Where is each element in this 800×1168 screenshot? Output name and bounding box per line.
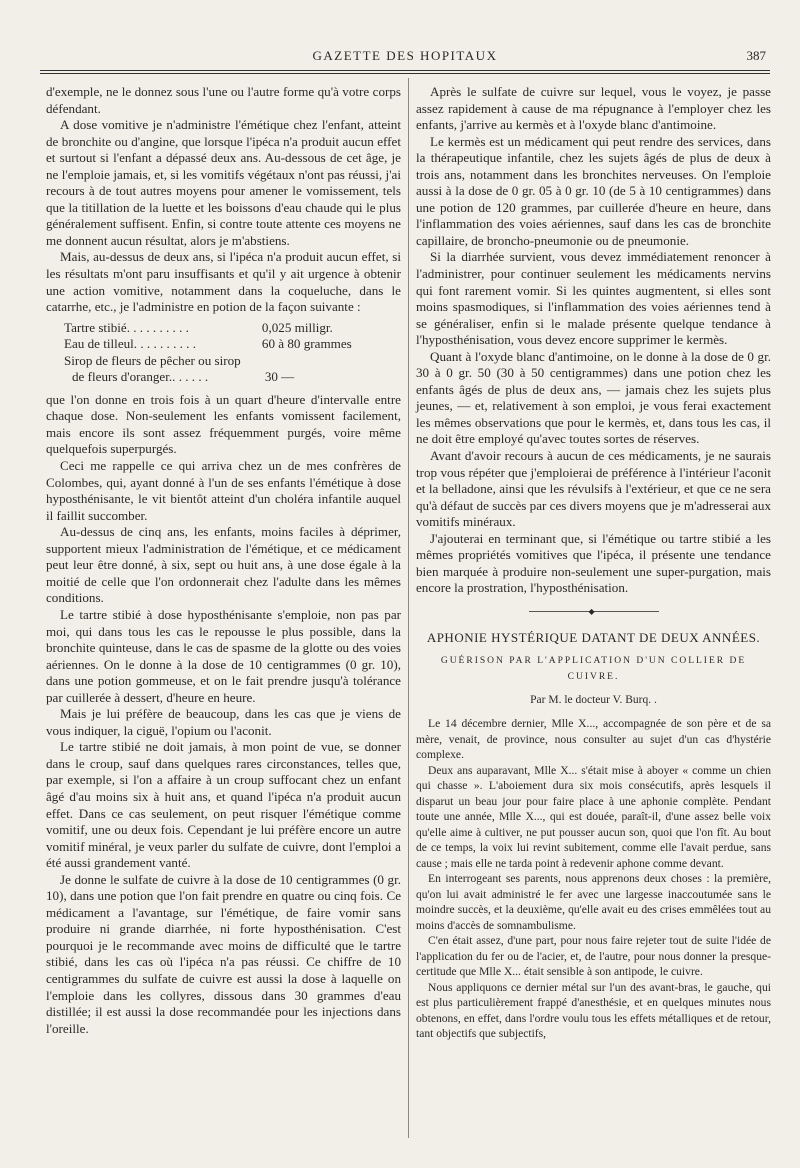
paragraph: A dose vomitive je n'administre l'émétique chez l'enfant, atteint de bronchite ou d'angine, que lorsque l'ipéca n'a produit aucun effet et surtout si l'enfant a dépassé deux ans. Au-dessous de cet âge, je ne l'emploie jamais, et, si les vomitifs végétaux n'ont pas réussi, j'ai recours à de tout autres moyens pour amener le vomissement, tels que la titillation de la luette et les boissons d'eau chaude qui le plus généralement suffisent. Enfin, si contre toute attente ces moyens ne me donnent aucun résultat, alors je m'abstiens.: [46, 117, 401, 248]
paragraph: En interrogeant ses parents, nous apprenons deux choses : la première, qu'on lui avait administré le fer avec une largesse inaccoutumée sans le moindre succès, et la deuxième, qu'elle avait eu des crises emmêlées tout au moins d'accès de somnambulisme.: [416, 872, 771, 932]
paragraph: Le 14 décembre dernier, Mlle X..., accompagnée de son père et de sa mère, venait, de province, nous consulter au sujet d'un cas d'hystérie complexe.: [416, 717, 771, 762]
header-rule: [40, 70, 770, 71]
paragraph: Quant à l'oxyde blanc d'antimoine, on le donne à la dose de 0 gr. 30 à 0 gr. 50 (30 à 50 centigrammes) dans une potion chez les enfants âgés de plus de deux ans, — jamais chez les sujets plus jeunes, — et, relativement à son emploi, je vous ferai exactement les mêmes observations que pour le kermès, et, dans tous les cas, il ne doit être employé qu'avec toutes sortes de réserves.: [416, 348, 771, 447]
prescription-line: [64, 369, 401, 386]
column-divider: [408, 78, 409, 1138]
page-header: [40, 44, 770, 70]
journal-title: GAZETTE DES HOPITAUX: [312, 48, 498, 63]
prescription: [64, 320, 401, 386]
article-subtitle: GUÉRISON PAR L'APPLICATION D'UN COLLIER DE CUIVRE.: [440, 655, 747, 683]
prescription-line: [64, 353, 401, 370]
section-separator: [529, 611, 659, 612]
paragraph: d'exemple, ne le donnez sous l'une ou l'autre forme qu'à votre corps défendant.: [46, 84, 401, 116]
paragraph: Le tartre stibié à dose hyposthénisante s'emploie, non pas par moi, qui dans tous les cas le repousse le plus possible, dans la bronchite quinteuse, dans le cas de spasme de la glotte ou des voies aériennes. On le donne à la dose de 10 centigrammes (0 gr. 10), dans une potion gommeuse, et on le fait prendre jusqu'à tolérance par cuillerée à dessert, d'heure en heure.: [46, 606, 401, 705]
ingredient: Sirop de fleurs de pêcher ou sirop: [64, 352, 241, 368]
paragraph: que l'on donne en trois fois à un quart d'heure d'intervalle entre chaque dose. Non-seulement les enfants vomissent facilement, mais encore ils sont assez fréquemment purgés, voire même quelquefois superpurgés.: [46, 391, 401, 457]
prescription-line: [64, 320, 401, 337]
left-column: [46, 84, 401, 1037]
paragraph: Si la diarrhée survient, vous devez immédiatement renoncer à l'administrer, pour continuer seulement les médicaments nervins qui font rarement vomir. Si les quintes augmentent, si elles sont moins spasmodiques, si l'inflammation des voies aériennes tend à se généraliser, enfin si le malade présente quelque tendance à l'hyposthénisation, vous devez encore supprimer le kermès.: [416, 249, 771, 348]
paragraph: Mais je lui préfère de beaucoup, dans les cas que je viens de vous indiquer, la ciguë, l'opium ou l'aconit.: [46, 706, 401, 738]
page-number: 387: [746, 48, 766, 63]
paragraph: Mais, au-dessus de deux ans, si l'ipéca n'a produit aucun effet, si les résultats m'ont paru insuffisants et qu'il y ait urgence à obtenir une action vomitive, notamment dans la coqueluche, dans le catarrhe, etc., je l'administre en potion de la façon suivante :: [46, 249, 401, 315]
paragraph: Après le sulfate de cuivre sur lequel, vous le voyez, je passe assez rapidement à cause de ma répugnance à l'employer chez les enfants, j'arrive au kermès et à l'oxyde blanc d'antimoine.: [416, 84, 771, 133]
paragraph: Avant d'avoir recours à aucun de ces médicaments, je ne saurais trop vous répéter que j'emploierai de préférence à l'intérieur l'aconit et la belladone, ainsi que les révulsifs à l'extérieur, et que ce ne sera qu'à défaut de succès par ces divers moyens que je m'adresserai aux vomitifs minéraux.: [416, 448, 771, 530]
header-rule-double: [40, 73, 770, 74]
paragraph: Nous appliquons ce dernier métal sur l'un des avant-bras, le gauche, qui est plus particulièrement frappé d'anesthésie, et en quelques minutes nous obtenons, en effet, dans l'ordre voulu tous les effets métalliques et de retour, tant objectifs que subjectifs,: [416, 980, 771, 1041]
ingredient: Eau de tilleul. . . . . . . . . .: [64, 336, 197, 352]
paragraph: Deux ans auparavant, Mlle X... s'était mise à aboyer « comme un chien qui chasse ». L'aboiement dura six mois consécutifs, après lesquels il disparut un beau jour pour faire place à une aphonie complète. Pendant toute une année, Mlle X..., qui est douée, paraît-il, d'une assez belle voix qu'elle aime à cultiver, ne put pousser aucun son, quoi que l'on fît. Au bout de ce temps, la voix lui revint subitement, comme elle l'avait perdue, sans cause ; mais elle ne tarda point à redevenir aphone comme devant.: [416, 763, 771, 870]
quantity: [277, 353, 375, 370]
right-column: [416, 84, 771, 1042]
article-title: APHONIE HYSTÉRIQUE DATANT DE DEUX ANNÉES.: [426, 629, 761, 645]
quantity: 30 —: [264, 369, 295, 385]
article-author: Par M. le docteur V. Burq. .: [530, 693, 657, 706]
paragraph: Au-dessus de cinq ans, les enfants, moins faciles à déprimer, supportent mieux l'administration de l'émétique, et ce médicament peut leur être donné, à six, sept ou huit ans, à une dose égale à la moitié de celle que l'on ordonnerait chez l'adulte dans les mêmes conditions.: [46, 524, 401, 606]
ingredient: de fleurs d'oranger.. . . . . .: [72, 369, 209, 385]
paragraph: C'en était assez, d'une part, pour nous faire rejeter tout de suite l'idée de l'application du fer ou de l'acier, et, de l'autre, pour nous donner la presque-certitude que Mlle X... était sensible à son antipode, le cuivre.: [416, 934, 771, 979]
quantity: 60 à 80 grammes: [261, 336, 352, 352]
paragraph: Ceci me rappelle ce qui arriva chez un de mes confrères de Colombes, qui, ayant donné à l'un de ses enfants l'émétique à dose hyposthénisante, le vit bientôt atteint d'un choléra infantile auquel il faillit succomber.: [46, 458, 401, 523]
paragraph: Je donne le sulfate de cuivre à la dose de 10 centigrammes (0 gr. 10), dans une potion que l'on fait prendre en quatre ou cinq fois. Ce médicament a l'avantage, sur l'émétique, de faire vomir sans produire ni grande diarrhée, ni forte hyposthénisation. C'est pourquoi je le recommande avec moins de difficulté que le tartre stibié, dans les cas où l'ipéca n'a pas réussi. Ce chiffre de 10 centigrammes du sulfate de cuivre est aussi la dose à laquelle on l'emploie dans les collyres, dissous dans 30 grammes d'eau distillée; il est aussi la dose recommandée pour les injections dans l'oreille.: [46, 871, 401, 1036]
quantity: 0,025 milligr.: [261, 319, 333, 335]
paragraph: Le kermès est un médicament qui peut rendre des services, dans la thérapeutique infantile, chez les sujets âgés de plus de deux à trois ans, notamment dans les bronchites nerveuses. On l'emploie aussi à la dose de 0 gr. 05 à 0 gr. 10 (de 5 à 10 centigrammes) dans une potion de 120 grammes, par cuillerée d'heure en heure, dans l'inflammation des voies aériennes, sauf dans les cas de bronchite capillaire, de broncho-pneumonie ou de pneumonie.: [416, 133, 771, 248]
prescription-line: [64, 336, 401, 353]
article-body: [416, 716, 771, 1042]
paragraph: Le tartre stibié ne doit jamais, à mon point de vue, se donner dans le croup, sauf dans quelques rares circonstances, telles que, par exemple, si l'on a affaire à un croup suffocant chez un enfant âgé d'au moins six à huit ans, et quand l'ipéca n'a produit aucun effet. Dans ce cas seulement, on peut risquer l'émétique comme vomitif, une ou deux fois. Cependant je lui préfère encore un autre vomitif minéral, je veux parler du sulfate de cuivre, dont l'emploi a été aussi grandement vanté.: [46, 739, 401, 871]
ingredient: Tartre stibié. . . . . . . . . .: [64, 319, 189, 335]
paragraph: J'ajouterai en terminant que, si l'émétique ou tartre stibié a les mêmes propriétés vomitives que l'ipéca, il présente une tendance bien marquée à produire non-seulement une super-purgation, mais encore la prostration, l'hyposthénisation.: [416, 530, 771, 596]
